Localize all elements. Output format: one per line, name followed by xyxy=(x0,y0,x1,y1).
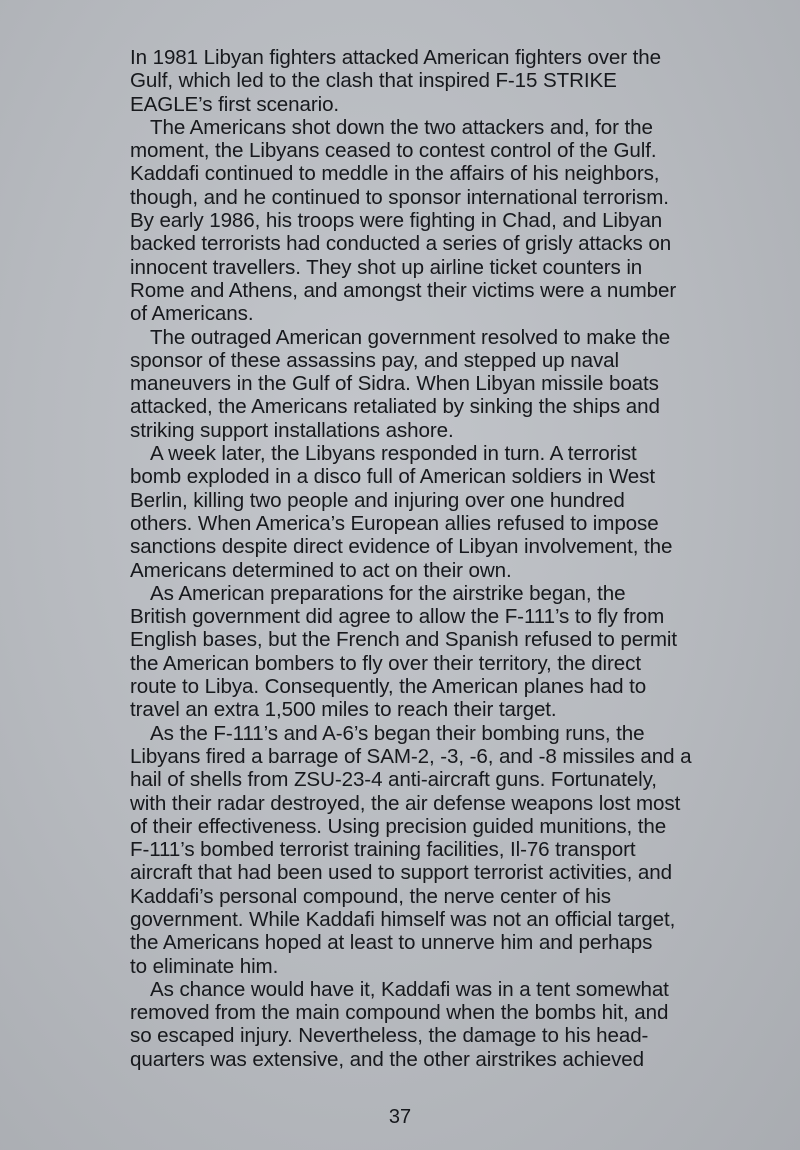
text-line: As American preparations for the airstrike began, the xyxy=(150,581,626,605)
text-line: government. While Kaddafi himself was not an official target, xyxy=(130,907,676,931)
text-line: travel an extra 1,500 miles to reach their target. xyxy=(130,698,557,722)
text-line: English bases, but the French and Spanish refused to permit xyxy=(130,628,678,652)
text-line: route to Libya. Consequently, the American planes had to xyxy=(130,675,647,699)
text-line: F-111’s bombed terrorist training facilities, Il-76 transport xyxy=(130,838,636,862)
text-line: Rome and Athens, and amongst their victims were a number xyxy=(130,278,677,302)
text-line: moment, the Libyans ceased to contest control of the Gulf. xyxy=(130,139,657,163)
text-line: Americans determined to act on their own. xyxy=(130,558,512,582)
text-line: striking support installations ashore. xyxy=(130,418,454,442)
text-line: with their radar destroyed, the air defense weapons lost most xyxy=(130,791,681,815)
text-line: Libyans fired a barrage of SAM-2, -3, -6, and -8 missiles and a xyxy=(130,744,692,768)
text-line: the American bombers to fly over their territory, the direct xyxy=(130,651,641,675)
text-line: British government did agree to allow the F-111’s to fly from xyxy=(130,605,665,629)
text-line: sponsor of these assassins pay, and stepped up naval xyxy=(130,348,619,372)
text-line: backed terrorists had conducted a series of grisly attacks on xyxy=(130,232,672,256)
text-line: aircraft that had been used to support terrorist activities, and xyxy=(130,861,672,885)
paragraph xyxy=(130,116,690,326)
text-line: Gulf, which led to the clash that inspired F-15 STRIKE xyxy=(130,69,617,93)
text-line: so escaped injury. Nevertheless, the damage to his head- xyxy=(130,1024,649,1048)
text-line: As the F-111’s and A-6’s began their bombing runs, the xyxy=(150,721,645,745)
text-line: By early 1986, his troops were fighting in Chad, and Libyan xyxy=(130,209,663,233)
text-line: of Americans. xyxy=(130,302,254,326)
text-line: The Americans shot down the two attackers and, for the xyxy=(150,115,653,139)
text-line: to eliminate him. xyxy=(130,954,279,978)
text-line: Kaddafi continued to meddle in the affairs of his neighbors, xyxy=(130,162,660,186)
text-line: maneuvers in the Gulf of Sidra. When Libyan missile boats xyxy=(130,372,659,396)
paragraph xyxy=(130,722,690,978)
text-line: bomb exploded in a disco full of American soldiers in West xyxy=(130,465,655,489)
paragraph xyxy=(130,326,690,442)
text-line: The outraged American government resolved to make the xyxy=(150,325,671,349)
paragraph xyxy=(130,442,690,582)
text-line: hail of shells from ZSU-23-4 anti-aircraft guns. Fortunately, xyxy=(130,768,657,792)
text-line: of their effectiveness. Using precision guided munitions, the xyxy=(130,814,667,838)
text-line: sanctions despite direct evidence of Libyan involvement, the xyxy=(130,535,673,559)
text-line: In 1981 Libyan fighters attacked American fighters over the xyxy=(130,46,661,69)
text-line: Kaddafi’s personal compound, the nerve center of his xyxy=(130,884,611,908)
paragraph xyxy=(130,978,690,1071)
text-line: Berlin, killing two people and injuring over one hundred xyxy=(130,488,625,512)
text-line: innocent travellers. They shot up airline ticket counters in xyxy=(130,255,643,279)
paragraph xyxy=(130,46,690,116)
text-line: the Americans hoped at least to unnerve him and perhaps xyxy=(130,931,653,955)
text-line: quarters was extensive, and the other airstrikes achieved xyxy=(130,1047,644,1071)
body-text xyxy=(130,46,690,1071)
text-line: As chance would have it, Kaddafi was in a tent somewhat xyxy=(150,977,669,1001)
paragraph xyxy=(130,582,690,722)
text-line: others. When America’s European allies refused to impose xyxy=(130,511,659,535)
text-line: removed from the main compound when the bombs hit, and xyxy=(130,1001,669,1025)
page-number: 37 xyxy=(388,1106,412,1128)
text-line: EAGLE’s first scenario. xyxy=(130,92,340,116)
text-line: though, and he continued to sponsor international terrorism. xyxy=(130,185,669,209)
text-line: attacked, the Americans retaliated by sinking the ships and xyxy=(130,395,660,419)
text-line: A week later, the Libyans responded in turn. A terrorist xyxy=(150,442,637,466)
